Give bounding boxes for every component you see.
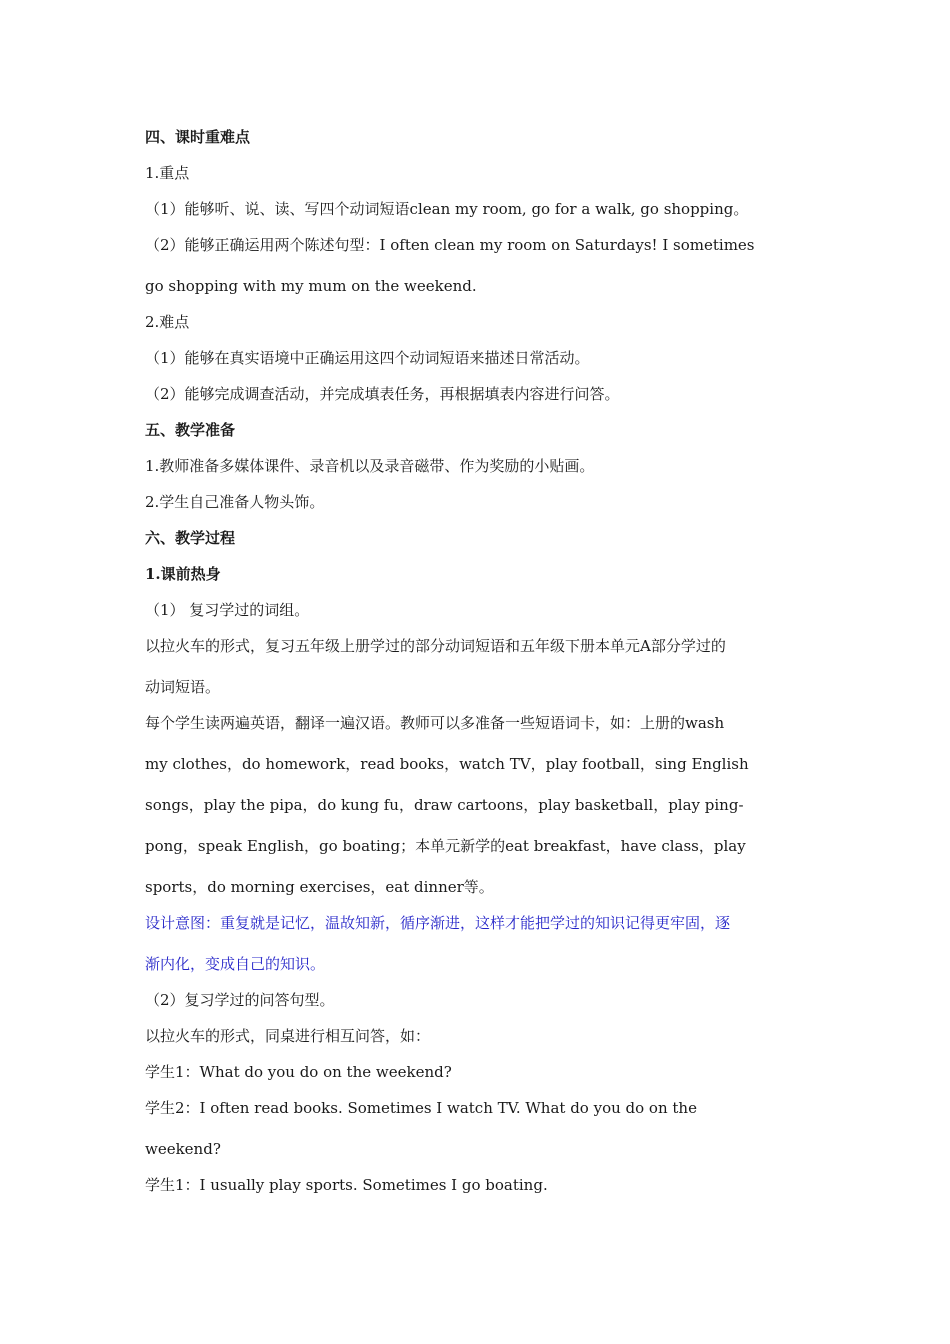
difficult-points-label: 2.难点 [145,313,190,331]
difficult-point-2: （2）能够完成调查活动，并完成填表任务，再根据填表内容进行问答。 [145,385,620,403]
dialogue-line-2b: weekend? [145,1140,221,1158]
dialogue-line-1: 学生1：What do you do on the weekend? [145,1063,452,1081]
section-heading-4: 四、课时重难点 [145,128,251,146]
difficult-point-1: （1）能够在真实语境中正确运用这四个动词短语来描述日常活动。 [145,349,590,367]
key-point-2-line-1: （2）能够正确运用两个陈述句型：I often clean my room on Saturdays! I sometimes [145,236,755,254]
key-point-1: （1）能够听、说、读、写四个动词短语clean my room, go for a walk, go shopping。 [145,200,749,218]
paragraph-train-line-1: 以拉火车的形式，复习五年级上册学过的部分动词短语和五年级下册本单元A部分学过的 [145,637,726,655]
paragraph-phrases-line-4: pong，speak English，go boating；本单元新学的eat breakfast，have class，play [145,837,746,855]
step-1-sub-1: （1） 复习学过的词组。 [145,601,310,619]
paragraph-train-line-2: 动词短语。 [145,678,221,696]
design-intent-line-2: 渐内化，变成自己的知识。 [145,955,326,973]
preparation-item-2: 2.学生自己准备人物头饰。 [145,493,325,511]
dialogue-line-2a: 学生2：I often read books. Sometimes I watch TV. What do you do on the [145,1099,697,1117]
paragraph-pairs: 以拉火车的形式，同桌进行相互问答，如： [145,1027,431,1045]
design-intent-line-1: 设计意图：重复就是记忆，温故知新，循序渐进，这样才能把学过的知识记得更牢固，逐 [145,914,731,932]
paragraph-phrases-line-1: 每个学生读两遍英语，翻译一遍汉语。教师可以多准备一些短语词卡，如：上册的wash [145,714,725,732]
section-heading-5: 五、教学准备 [145,421,236,439]
paragraph-phrases-line-5: sports，do morning exercises，eat dinner等。 [145,878,494,896]
dialogue-line-3: 学生1：I usually play sports. Sometimes I go boating. [145,1176,548,1194]
section-heading-6: 六、教学过程 [145,529,236,547]
step-1-heading: 1.课前热身 [145,565,221,583]
key-points-label: 1.重点 [145,164,190,182]
document-page [145,124,810,1208]
paragraph-phrases-line-3: songs，play the pipa，do kung fu，draw cartoons，play basketball，play ping- [145,796,744,814]
key-point-2-line-2: go shopping with my mum on the weekend. [145,277,477,295]
preparation-item-1: 1.教师准备多媒体课件、录音机以及录音磁带、作为奖励的小贴画。 [145,457,595,475]
paragraph-phrases-line-2: my clothes，do homework，read books，watch TV，play football，sing English [145,755,749,773]
step-1-sub-2: （2）复习学过的问答句型。 [145,991,335,1009]
